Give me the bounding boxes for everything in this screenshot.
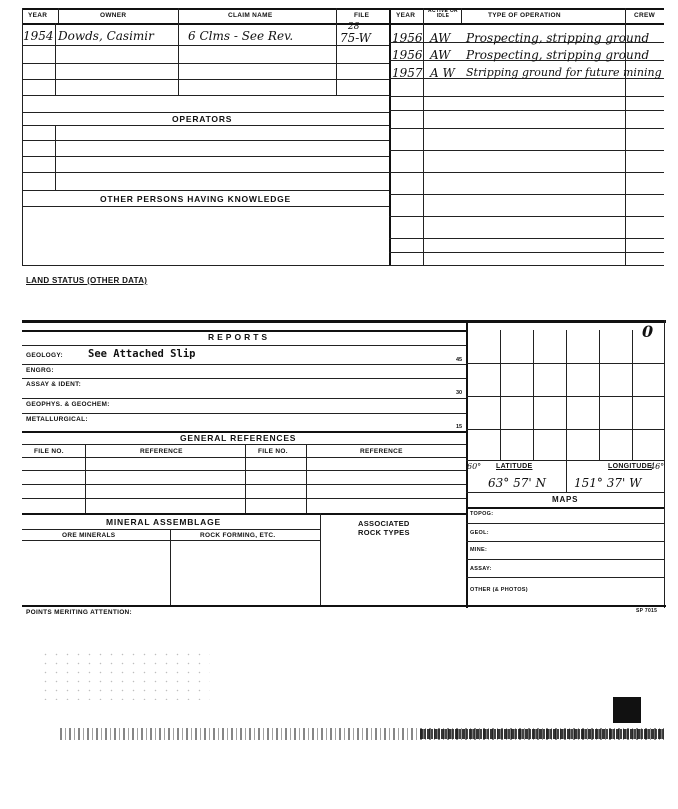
others-title: OTHER PERSONS HAVING KNOWLEDGE (100, 194, 292, 204)
op-year: 1956 (392, 48, 423, 62)
op-year: 1956 (392, 31, 423, 45)
entry-file-note: 28 (348, 22, 360, 32)
entry-file: 75-W (340, 31, 372, 45)
scan-speckles (40, 650, 210, 700)
ore-minerals-label: ORE MINERALS (62, 532, 116, 539)
op-type: Stripping ground for future mining (466, 66, 662, 79)
lon-suffix: 46° (650, 462, 665, 471)
maps-other: OTHER (& PHOTOS) (470, 587, 528, 593)
geology-value: See Attached Slip (88, 348, 196, 360)
maps-title: MAPS (552, 495, 579, 504)
row-number-45: 45 (456, 357, 463, 363)
header-active-idle: ACTIVE OR IDLE (428, 8, 458, 19)
mineral-assemblage-title: MINERAL ASSEMBLAGE (106, 517, 221, 527)
op-type: Prospecting, stripping ground (466, 31, 650, 45)
geophys-label: GEOPHYS. & GEOCHEM: (26, 401, 110, 408)
header-year-2: YEAR (396, 12, 416, 19)
ref-file-no-2: FILE NO. (258, 448, 288, 455)
lat-prefix: 60° (467, 462, 482, 471)
assay-label: ASSAY & IDENT: (26, 381, 82, 388)
entry-claim-name: 6 Clms - See Rev. (188, 29, 294, 43)
header-crew: CREW (634, 12, 656, 19)
points-attention-label: POINTS MERITING ATTENTION: (26, 609, 133, 616)
entry-year: 1954 (23, 29, 54, 43)
longitude-value: 151° 37' W (574, 476, 642, 490)
metallurgical-label: METALLURGICAL: (26, 416, 88, 423)
registration-square (613, 697, 641, 723)
general-references-title: GENERAL REFERENCES (180, 433, 297, 443)
longitude-label: LONGITUDE (608, 463, 652, 470)
associated-label: ASSOCIATED (358, 519, 410, 528)
op-type: Prospecting, stripping ground (466, 48, 650, 62)
header-type-operation: TYPE OF OPERATION (488, 12, 561, 19)
grid-marker: 0 (642, 322, 654, 341)
row-number-15: 15 (456, 424, 463, 430)
operators-title: OPERATORS (172, 114, 233, 124)
ref-file-no-1: FILE NO. (34, 448, 64, 455)
header-owner: OWNER (100, 12, 127, 19)
op-year: 1957 (392, 66, 423, 80)
latitude-label: LATITUDE (496, 463, 533, 470)
rock-forming-label: ROCK FORMING, ETC. (200, 532, 276, 539)
row-number-30: 30 (456, 390, 463, 396)
latitude-value: 63° 57' N (488, 476, 546, 490)
ref-reference-2: REFERENCE (360, 448, 403, 455)
engrg-label: ENGRG: (26, 367, 54, 374)
maps-topog: TOPOG: (470, 511, 494, 517)
entry-owner: Dowds, Casimir (58, 29, 154, 43)
op-status: AW (430, 31, 451, 45)
geology-label: GEOLOGY: (26, 352, 63, 359)
reports-title: REPORTS (208, 332, 271, 342)
form-number: SP 7015 (636, 608, 658, 614)
header-year: YEAR (28, 12, 48, 19)
op-status: A W (430, 66, 455, 80)
ref-reference-1: REFERENCE (140, 448, 183, 455)
land-status-label: LAND STATUS (OTHER DATA) (26, 276, 148, 285)
header-file: FILE (354, 12, 370, 19)
rock-types-label: ROCK TYPES (358, 528, 410, 537)
scan-noise-dark (420, 729, 664, 739)
maps-geol: GEOL: (470, 530, 489, 536)
op-status: AW (430, 48, 451, 62)
header-claim-name: CLAIM NAME (228, 12, 273, 19)
maps-mine: MINE: (470, 547, 488, 553)
maps-assay: ASSAY: (470, 566, 492, 572)
